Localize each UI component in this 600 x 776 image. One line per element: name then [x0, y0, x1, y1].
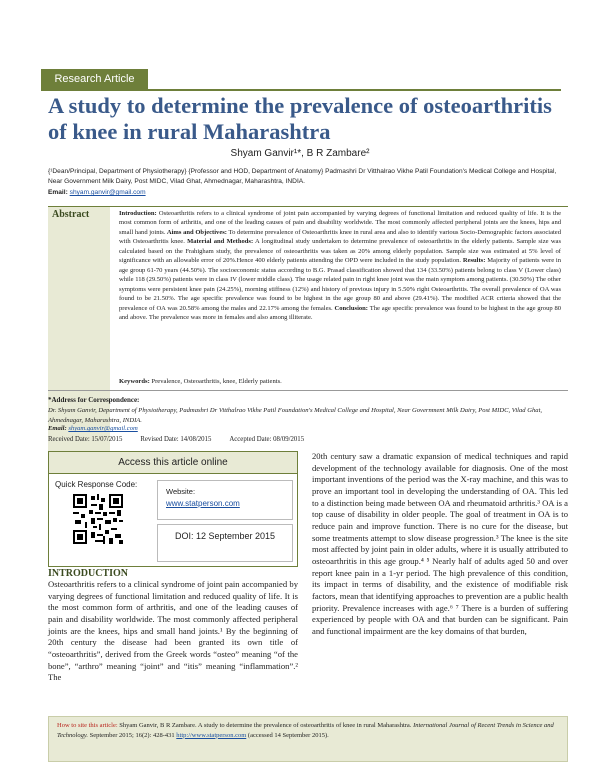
website-label: Website:: [166, 487, 196, 496]
abstract-results-heading: Results:: [461, 257, 486, 265]
abstract-intro-heading: Introduction:: [119, 210, 157, 217]
article-type-badge: Research Article: [41, 69, 148, 89]
abstract-aims: To determine prevalence of Osteoarthritis knee in rural area and also to identify various Socio-Demographic factors associated with Osteoarthritis knee.: [119, 228, 561, 246]
qr-label: Quick Response Code:: [55, 480, 138, 489]
article-title: A study to determine the prevalence of osteoarthritis of knee in rural Maharashtra: [48, 93, 552, 144]
correspondence-email-link[interactable]: shyam.ganvir@gmail.com: [68, 425, 138, 432]
correspondence-address: Dr. Shyam Ganvir, Department of Physiotherapy, Padmashri Dr Vitthalrao Vikhe Patil Foundation's Medical College and Hospital, Near Government Milk Dairy, Post MIDC, Vilad Ghat, Ahmednagar, Maharashtra, INDIA.: [48, 407, 543, 424]
citation-label: How to site this article:: [57, 722, 118, 729]
abstract-label: Abstract: [52, 209, 90, 220]
keywords-text: Prevalence, Osteoarthritis, knee, Elderly patients.: [149, 378, 282, 385]
received-date: Received Date: 15/07/2015: [48, 436, 123, 443]
introduction-right-column: 20th century saw a dramatic expansion of medical techniques and rapid development of the technology available for diagnosis. One of the most important inventions of the period was the X-ray machine, and this was to prove an important tool in developing the understanding of OA. This led to a distinction being made between OA and rheumatoid arthritis.³ OA is a top cause of disability in older people. The goal of treatment in OA is to reduce pain and improve function. There is no cure for the disease, but some treatments attempt to slow disease progression.³ The knee is the site most affected by joint pain in older adults, where it is usually attributed to osteoarthritis in this age group.⁴ ⁵ Nearly half of adults aged 50 and over report knee pain in a 1-yr period. The high prevalence of this condition, its impact in terms of disability, and the existence of modifiable risk factors, mean that identifying approaches to prevention are a public health priority. Prevalence increases with age.⁶ ⁷ There is a burden of suffering experienced by people with OA and that burden can be significant. Pain and functional impairment are the key domains of that burden,: [312, 451, 568, 636]
citation-url[interactable]: http://www.statperson.com: [176, 731, 247, 739]
introduction-heading: INTRODUCTION: [48, 568, 129, 579]
email-label: Email:: [48, 189, 68, 196]
abstract-intro: Osteoarthritis refers to a clinical syndrome of joint pain accompanied by varying degrees of functional limitation and reduced quality of life. It is the most common form of arthritis, and one of the leading causes of pain and disability worldwide. The most commonly affected peripheral joints are the knees, hips and small hand joints.: [119, 210, 561, 236]
citation-text: Shyam Ganvir, B R Zambare. A study to determine the prevalence of osteoarthritis of knee in rural Maharashtra.: [117, 722, 414, 729]
author-email: [48, 189, 146, 196]
author-list: Shyam Ganvir¹*, B R Zambare²: [230, 148, 370, 159]
doi-box: DOI: 12 September 2015: [157, 524, 293, 562]
accepted-date: Accepted Date: 08/09/2015: [229, 436, 305, 443]
correspondence-rule: [48, 390, 568, 391]
abstract-aims-heading: Aims and Objectives:: [165, 228, 227, 236]
abstract-methods-heading: Material and Methods:: [184, 238, 254, 246]
website-box: [157, 480, 293, 520]
correspondence-heading: *Address for Correspondence:: [48, 396, 140, 404]
access-heading: Access this article online: [49, 452, 297, 474]
email-link[interactable]: shyam.ganvir@gmail.com: [69, 189, 146, 196]
abstract-methods: A longitudinal study undertaken to determine prevalence of osteoarthritis in the elderly patients. Sample size was calculated based on the Frahigham study, the prevalence of osteoarthritis was taken as 20% among elderly population. Sample size was estimated at 5% level of significance with an allowable error of 20%.Hence 400 elderly patients attending the OPD were included in the study population.: [119, 238, 561, 265]
abstract-rule: [48, 206, 568, 207]
citation-accessed: (accessed 14 September 2015).: [246, 731, 329, 739]
correspondence-email-label: Email:: [48, 425, 67, 432]
website-link[interactable]: www.statperson.com: [166, 499, 240, 508]
qr-code-icon[interactable]: [73, 494, 123, 544]
correspondence-email: [48, 425, 138, 432]
access-online-box: [48, 451, 298, 567]
citation-details: September 2015; 16(2): 428-431: [88, 731, 177, 739]
abstract-results: Majority of patients were in age group 61-70 years (44.50%). The socioeconomic status according to B.G. Prasad classification showed that 134 (33.50%) patients belong to class V (Lower class) while 118 (29.50%) patients were in class IV (lower middle class). The usage related pain in right knee joint was the main symptom among patients. (30.50%) The other symptoms were persistent knee pain (24.25%), morning stiffness (12%) and history of previous injury in 5.50% right Osteoarthritis. The overall prevalence of OA was found to be 21.50%. The age specific prevalence was found to be highest in the age group 80 and above (29.41%). The modified ACR criteria showed that the prevalence of OA was 20.58% among the males and 22.17% among the females.: [119, 257, 562, 312]
abstract-conclusion: The age specific prevalence was found to be highest in the age group 80 and above. The prevalence was more in females and also among illiterate.: [119, 304, 562, 321]
citation-journal: International Journal of Recent Trends in Science and Technology.: [57, 722, 554, 739]
keywords-label: Keywords:: [119, 378, 150, 385]
introduction-left-column: Osteoarthritis refers to a clinical syndrome of joint pain accompanied by varying degrees of functional limitation and reduced quality of life. It is the most common form of arthritis, and one of the leading causes of pain and disability worldwide. The most commonly affected peripheral joints are the knees, hips and small hand joints.¹ By the beginning of 20th century the disease had been granted its own title of “osteoarthritis”, derived from the Greek words “osteo” meaning “of the bone”, “arthro” meaning “joint” and “itis” meaning “inflammation”.² The: [48, 579, 298, 683]
revised-date: Revised Date: 14/08/2015: [140, 436, 212, 443]
citation-box: [48, 716, 568, 762]
header-rule: [41, 89, 561, 91]
abstract-text: [119, 209, 561, 322]
abstract-conclusion-heading: Conclusion:: [332, 304, 368, 312]
affiliation: {¹Dean/Principal, Department of Physiotherapy} {Professor and HOD, Department of Anatomy} Padmashri Dr Vitthalrao Vikhe Patil Foundation's Medical College and Hospital, Near Government Milk Dairy, Post MIDC, Vilad Ghat, Ahmednagar, Maharashtra, INDIA.: [48, 168, 557, 185]
keywords: [119, 378, 561, 385]
article-dates: [48, 436, 568, 443]
